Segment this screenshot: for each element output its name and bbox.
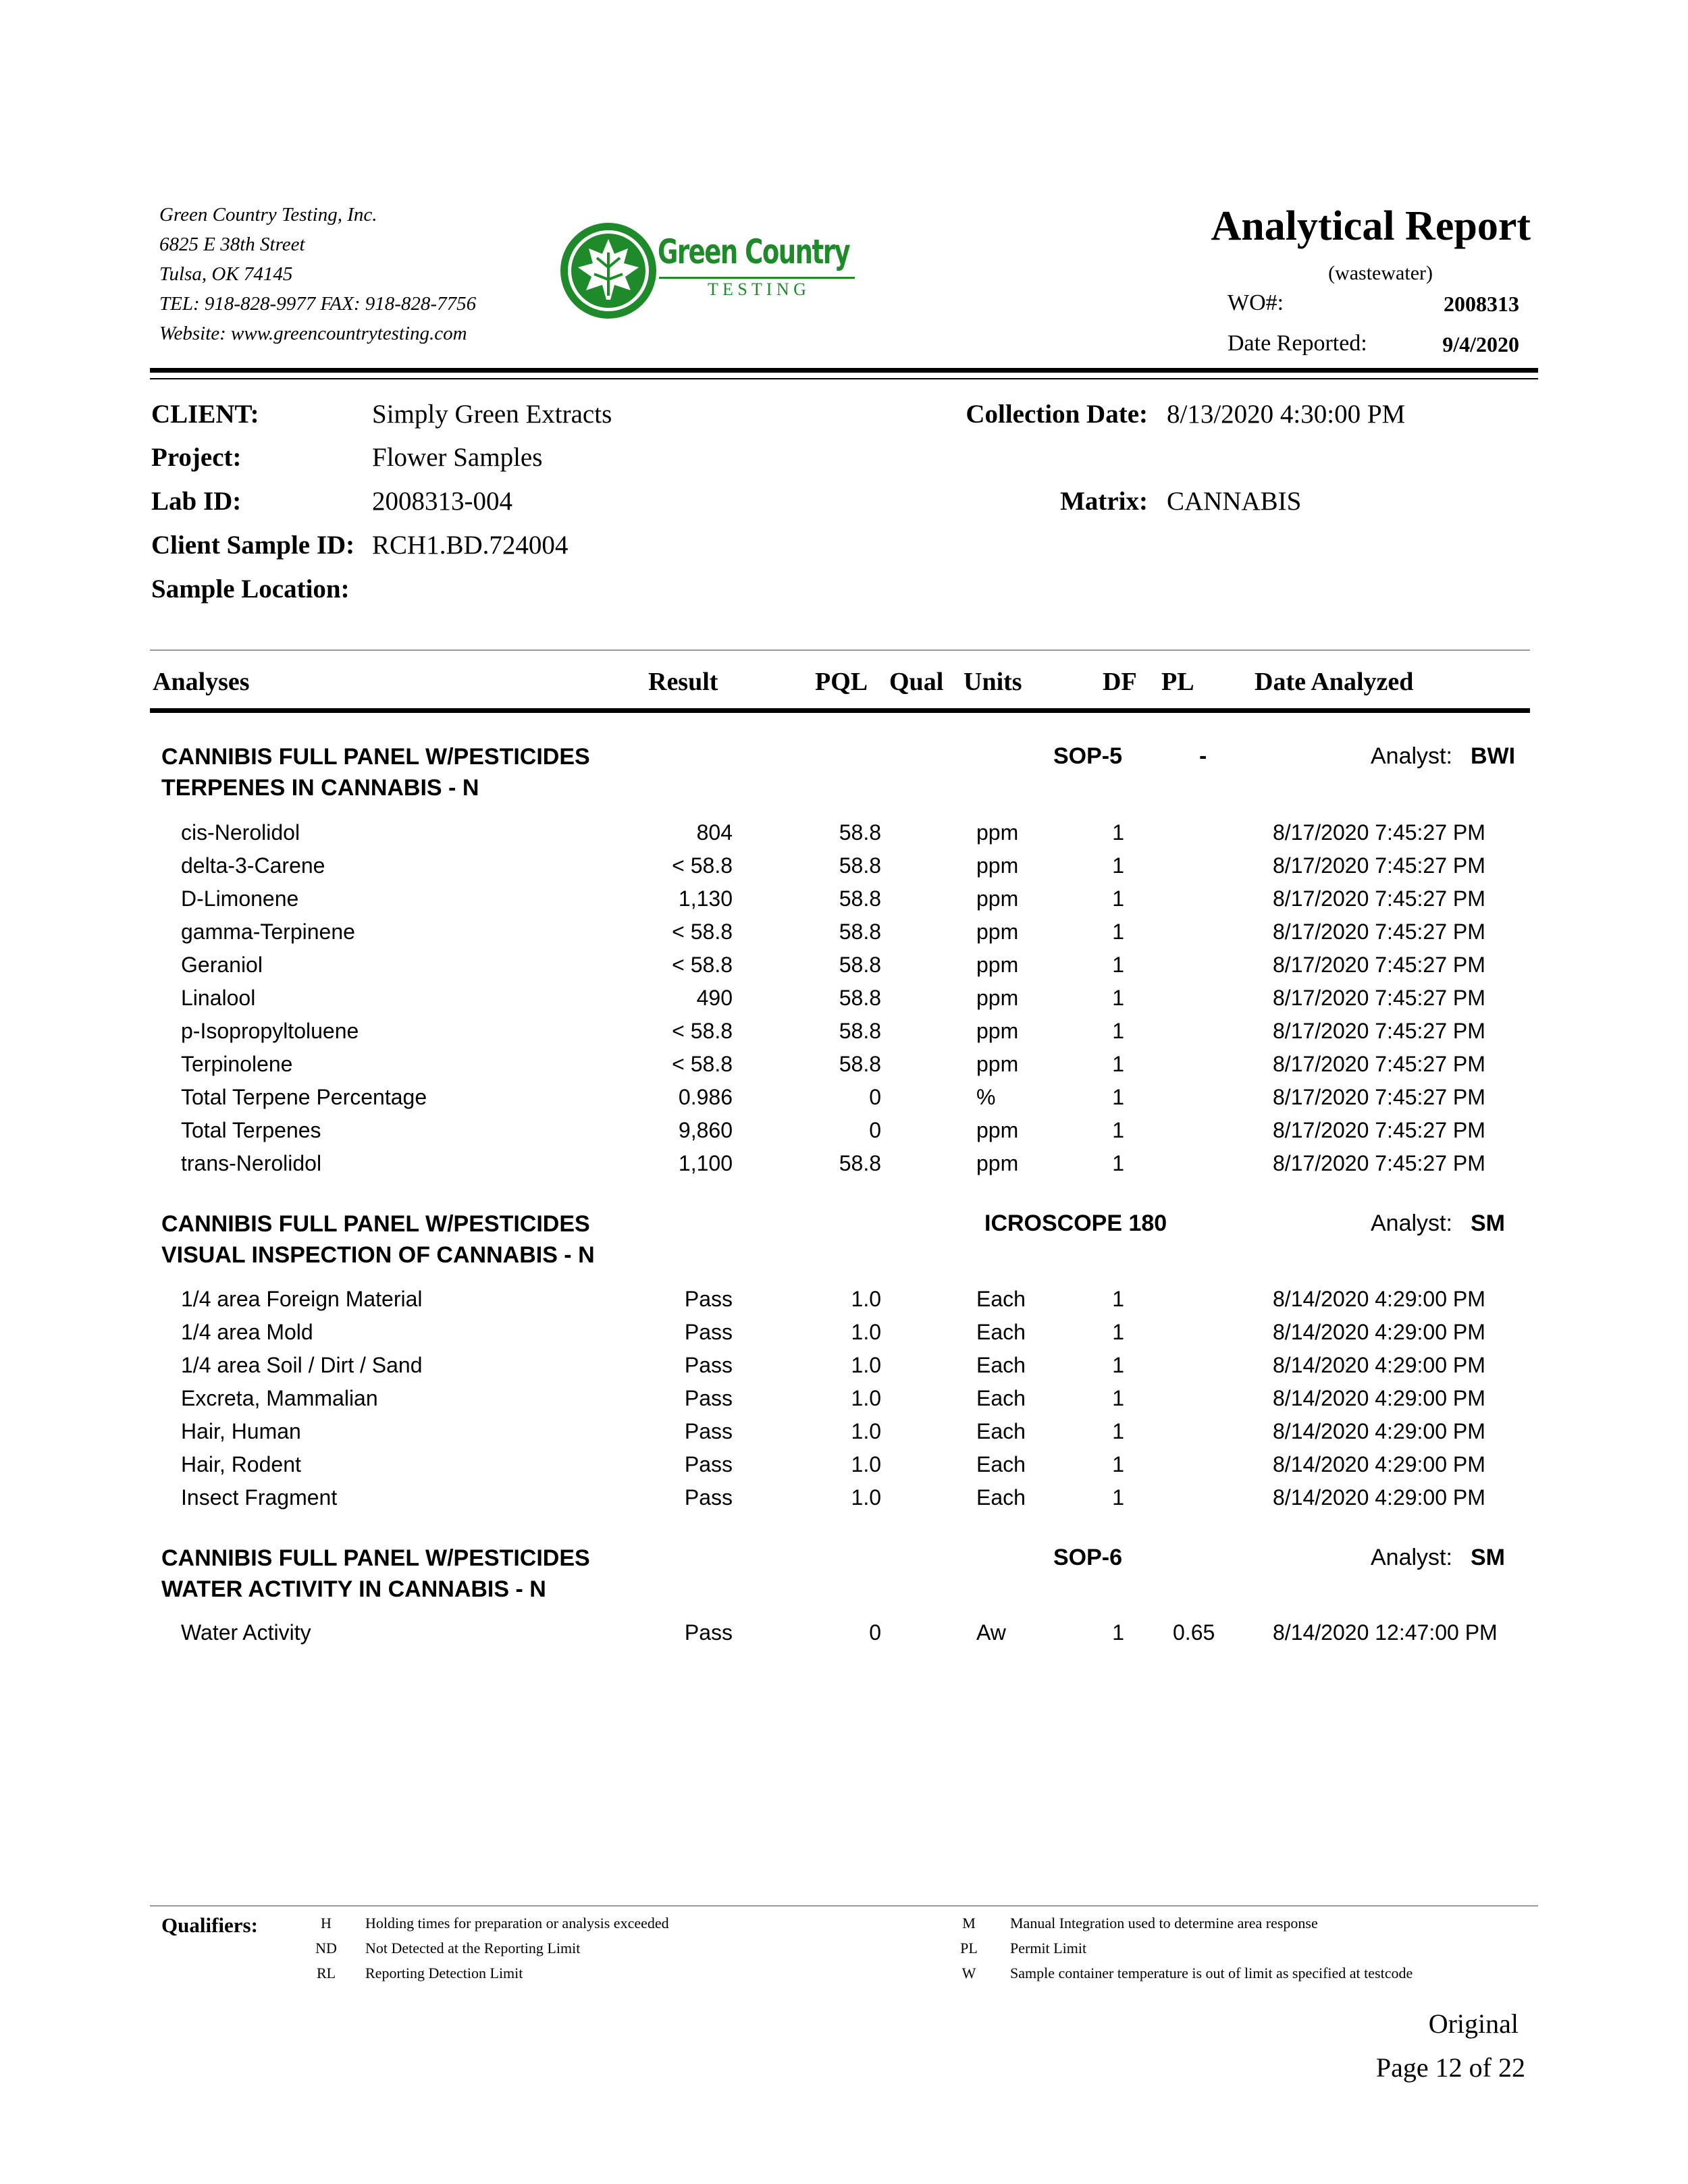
qualifier-desc: Permit Limit (1010, 1940, 1087, 1956)
analyte-name: Terpinolene (181, 1052, 293, 1076)
pql-value: 1.0 (851, 1452, 881, 1476)
pql-value: 0 (869, 1118, 881, 1142)
qualifier-desc: Holding times for preparation or analysis exceeded (365, 1915, 669, 1932)
report-subtitle: (wastewater) (1328, 262, 1433, 284)
analyte-name: Water Activity (181, 1620, 311, 1645)
units-value: ppm (976, 886, 1019, 911)
col-units: Units (964, 668, 1022, 696)
table-row (0, 920, 1688, 953)
df-value: 1 (1112, 1287, 1124, 1311)
matrix-value: CANNABIS (1167, 487, 1302, 516)
analyte-name: p-Isopropyltoluene (181, 1019, 359, 1043)
df-value: 1 (1112, 1085, 1124, 1109)
df-value: 1 (1112, 886, 1124, 911)
logo-text: Green Country (658, 232, 850, 271)
analyte-name: gamma-Terpinene (181, 920, 355, 944)
pql-value: 58.8 (839, 853, 881, 878)
analyte-name: trans-Nerolidol (181, 1151, 322, 1175)
df-value: 1 (1112, 1320, 1124, 1344)
result-value: Pass (684, 1386, 733, 1410)
date-analyzed-value: 8/17/2020 7:45:27 PM (1273, 953, 1485, 977)
collection-date-value: 8/13/2020 4:30:00 PM (1167, 400, 1406, 429)
date-analyzed-value: 8/17/2020 7:45:27 PM (1273, 1151, 1485, 1175)
pql-value: 58.8 (839, 1019, 881, 1043)
pql-value: 1.0 (851, 1320, 881, 1344)
date-analyzed-value: 8/17/2020 7:45:27 PM (1273, 886, 1485, 911)
units-value: ppm (976, 953, 1019, 977)
section-title-line2: VISUAL INSPECTION OF CANNABIS - N (161, 1242, 595, 1268)
section-title-line1: CANNIBIS FULL PANEL W/PESTICIDES (161, 1545, 590, 1571)
units-value: Each (976, 1419, 1026, 1443)
collection-date-label: Collection Date: (966, 400, 1148, 429)
date-analyzed-value: 8/17/2020 7:45:27 PM (1273, 1052, 1485, 1076)
pql-value: 1.0 (851, 1287, 881, 1311)
result-value: Pass (684, 1353, 733, 1377)
pql-value: 58.8 (839, 1151, 881, 1175)
matrix-label: Matrix: (1060, 487, 1148, 516)
table-row (0, 1620, 1688, 1653)
df-value: 1 (1112, 1485, 1124, 1510)
result-value: Pass (684, 1419, 733, 1443)
table-row (0, 1485, 1688, 1518)
qualifier-desc: Reporting Detection Limit (365, 1965, 523, 1981)
logo-subtext: T E S T I N G (708, 279, 806, 299)
result-value: 1,100 (678, 1151, 733, 1175)
analyst-label: Analyst: (1371, 743, 1452, 769)
table-row (0, 853, 1688, 886)
lab-phone-fax: TEL: 918-828-9977 FAX: 918-828-7756 (159, 293, 477, 315)
section-title (161, 741, 590, 803)
df-value: 1 (1112, 853, 1124, 878)
qualifier-code: W (961, 1965, 976, 1981)
table-row (0, 1419, 1688, 1452)
table-row (0, 1019, 1688, 1052)
client-value: Simply Green Extracts (372, 400, 612, 429)
table-row (0, 1151, 1688, 1184)
analyte-name: 1/4 area Mold (181, 1320, 313, 1344)
date-analyzed-value: 8/14/2020 4:29:00 PM (1273, 1287, 1485, 1311)
units-value: ppm (976, 920, 1019, 944)
units-value: Each (976, 1320, 1026, 1344)
table-row (0, 886, 1688, 920)
table-top-rule (150, 649, 1530, 651)
section-method: SOP-5 (1053, 743, 1123, 769)
qualifier-code: PL (960, 1940, 978, 1956)
result-value: < 58.8 (672, 920, 733, 944)
date-analyzed-value: 8/17/2020 7:45:27 PM (1273, 1019, 1485, 1043)
analyst-value: SM (1471, 1545, 1505, 1570)
result-value: Pass (684, 1287, 733, 1311)
col-pl: PL (1161, 668, 1194, 696)
units-value: % (976, 1085, 996, 1109)
table-row (0, 820, 1688, 853)
table-row (0, 1320, 1688, 1353)
result-value: < 58.8 (672, 1019, 733, 1043)
analyte-name: delta-3-Carene (181, 853, 325, 878)
qualifier-desc: Sample container temperature is out of limit as specified at testcode (1010, 1965, 1413, 1981)
result-value: 0.986 (678, 1085, 733, 1109)
analyte-name: Hair, Human (181, 1419, 301, 1443)
df-value: 1 (1112, 1452, 1124, 1476)
qualifier-code: RL (316, 1965, 336, 1981)
analyst-label: Analyst: (1371, 1210, 1452, 1236)
result-value: 490 (696, 986, 733, 1010)
analyte-name: Excreta, Mammalian (181, 1386, 378, 1410)
units-value: ppm (976, 986, 1019, 1010)
lab-address (159, 200, 476, 348)
date-analyzed-value: 8/14/2020 4:29:00 PM (1273, 1419, 1485, 1443)
date-analyzed-value: 8/17/2020 7:45:27 PM (1273, 986, 1485, 1010)
analyte-name: Linalool (181, 986, 256, 1010)
date-analyzed-value: 8/14/2020 4:29:00 PM (1273, 1320, 1485, 1344)
table-row (0, 1287, 1688, 1320)
units-value: Each (976, 1386, 1026, 1410)
section-title-line2: TERPENES IN CANNABIS - N (161, 775, 479, 801)
units-value: Each (976, 1353, 1026, 1377)
units-value: Each (976, 1485, 1026, 1510)
result-value: < 58.8 (672, 953, 733, 977)
analyte-name: Insect Fragment (181, 1485, 338, 1510)
df-value: 1 (1112, 953, 1124, 977)
analyst-value: BWI (1471, 743, 1516, 769)
lab-logo (558, 220, 862, 321)
pql-value: 58.8 (839, 1052, 881, 1076)
section-title-line2: WATER ACTIVITY IN CANNABIS - N (161, 1576, 546, 1602)
analyte-name: cis-Nerolidol (181, 820, 300, 845)
project-value: Flower Samples (372, 443, 543, 472)
result-value: 804 (696, 820, 733, 845)
report-title: Analytical Report (1211, 203, 1531, 249)
col-result: Result (648, 668, 718, 696)
analyte-name: Hair, Rodent (181, 1452, 301, 1476)
qualifier-desc: Not Detected at the Reporting Limit (365, 1940, 581, 1956)
wo-label: WO#: (1228, 290, 1284, 315)
section-title (161, 1208, 595, 1271)
units-value: Each (976, 1287, 1026, 1311)
qualifiers-rule (150, 1905, 1538, 1907)
pql-value: 58.8 (839, 953, 881, 977)
df-value: 1 (1112, 920, 1124, 944)
result-value: 1,130 (678, 886, 733, 911)
pql-value: 0 (869, 1085, 881, 1109)
units-value: ppm (976, 1151, 1019, 1175)
col-df: DF (1103, 668, 1137, 696)
client-sample-id-label: Client Sample ID: (151, 531, 355, 560)
project-label: Project: (151, 443, 242, 472)
lab-city: Tulsa, OK 74145 (159, 263, 293, 285)
df-value: 1 (1112, 1620, 1124, 1645)
df-value: 1 (1112, 1151, 1124, 1175)
section-title-line1: CANNIBIS FULL PANEL W/PESTICIDES (161, 744, 590, 770)
table-header-rule (150, 708, 1530, 713)
lab-street: 6825 E 38th Street (159, 234, 305, 255)
df-value: 1 (1112, 1386, 1124, 1410)
result-value: < 58.8 (672, 853, 733, 878)
header-rule-thick (150, 368, 1538, 373)
sample-location-label: Sample Location: (151, 575, 350, 604)
result-value: Pass (684, 1485, 733, 1510)
pql-value: 0 (869, 1620, 881, 1645)
df-value: 1 (1112, 1019, 1124, 1043)
df-value: 1 (1112, 986, 1124, 1010)
wo-value: 2008313 (1444, 292, 1519, 316)
df-value: 1 (1112, 820, 1124, 845)
table-row (0, 1452, 1688, 1485)
result-value: Pass (684, 1620, 733, 1645)
pql-value: 1.0 (851, 1353, 881, 1377)
pql-value: 58.8 (839, 820, 881, 845)
qualifier-code: H (321, 1915, 332, 1932)
df-value: 1 (1112, 1419, 1124, 1443)
date-analyzed-value: 8/14/2020 4:29:00 PM (1273, 1386, 1485, 1410)
section-dash: - (1199, 743, 1207, 769)
units-value: Each (976, 1452, 1026, 1476)
client-label: CLIENT: (151, 400, 259, 429)
table-row (0, 1118, 1688, 1151)
date-analyzed-value: 8/14/2020 4:29:00 PM (1273, 1452, 1485, 1476)
leaf-logo-icon (558, 220, 659, 321)
date-analyzed-value: 8/17/2020 7:45:27 PM (1273, 1118, 1485, 1142)
lab-id-value: 2008313-004 (372, 487, 512, 516)
analyte-name: Total Terpene Percentage (181, 1085, 427, 1109)
lab-name: Green Country Testing, Inc. (159, 204, 377, 225)
df-value: 1 (1112, 1353, 1124, 1377)
analyte-name: D-Limonene (181, 886, 299, 911)
analyst-value: SM (1471, 1210, 1505, 1236)
date-analyzed-value: 8/17/2020 7:45:27 PM (1273, 853, 1485, 878)
qualifier-desc: Manual Integration used to determine area response (1010, 1915, 1318, 1932)
date-analyzed-value: 8/14/2020 4:29:00 PM (1273, 1485, 1485, 1510)
analyte-name: 1/4 area Soil / Dirt / Sand (181, 1353, 423, 1377)
pl-value: 0.65 (1173, 1620, 1215, 1645)
pql-value: 58.8 (839, 986, 881, 1010)
report-status: Original (1428, 2008, 1519, 2039)
qualifier-code: M (962, 1915, 976, 1932)
header-rule-thin (150, 378, 1538, 379)
df-value: 1 (1112, 1118, 1124, 1142)
col-qual: Qual (889, 668, 944, 696)
analyte-name: 1/4 area Foreign Material (181, 1287, 423, 1311)
date-reported-label: Date Reported: (1228, 331, 1367, 356)
lab-id-label: Lab ID: (151, 487, 242, 516)
section-method: ICROSCOPE 180 (984, 1210, 1167, 1236)
table-row (0, 1353, 1688, 1386)
pql-value: 1.0 (851, 1485, 881, 1510)
df-value: 1 (1112, 1052, 1124, 1076)
section-title-line1: CANNIBIS FULL PANEL W/PESTICIDES (161, 1211, 590, 1237)
result-value: Pass (684, 1452, 733, 1476)
analyst-label: Analyst: (1371, 1545, 1452, 1570)
qualifier-code: ND (315, 1940, 337, 1956)
col-date-analyzed: Date Analyzed (1255, 668, 1414, 696)
result-value: 9,860 (678, 1118, 733, 1142)
analyte-name: Total Terpenes (181, 1118, 321, 1142)
units-value: ppm (976, 1052, 1019, 1076)
result-value: < 58.8 (672, 1052, 733, 1076)
units-value: ppm (976, 1019, 1019, 1043)
section-title (161, 1543, 590, 1605)
page-number: Page 12 of 22 (1375, 2052, 1525, 2083)
lab-website: Website: www.greencountrytesting.com (159, 323, 467, 344)
logo-rule (659, 277, 855, 279)
units-value: ppm (976, 853, 1019, 878)
analyte-name: Geraniol (181, 953, 263, 977)
table-row (0, 1052, 1688, 1085)
client-sample-id-value: RCH1.BD.724004 (372, 531, 569, 560)
date-analyzed-value: 8/17/2020 7:45:27 PM (1273, 820, 1485, 845)
table-row (0, 953, 1688, 986)
date-reported-value: 9/4/2020 (1442, 332, 1519, 356)
pql-value: 58.8 (839, 920, 881, 944)
pql-value: 1.0 (851, 1386, 881, 1410)
col-analyses: Analyses (153, 668, 250, 696)
section-method: SOP-6 (1053, 1545, 1123, 1570)
table-row (0, 1085, 1688, 1118)
date-analyzed-value: 8/17/2020 7:45:27 PM (1273, 920, 1485, 944)
table-row (0, 986, 1688, 1019)
units-value: ppm (976, 820, 1019, 845)
date-analyzed-value: 8/14/2020 12:47:00 PM (1273, 1620, 1498, 1645)
qualifiers-label: Qualifiers: (161, 1913, 258, 1937)
col-pql: PQL (815, 668, 868, 696)
date-analyzed-value: 8/14/2020 4:29:00 PM (1273, 1353, 1485, 1377)
units-value: Aw (976, 1620, 1006, 1645)
date-analyzed-value: 8/17/2020 7:45:27 PM (1273, 1085, 1485, 1109)
pql-value: 1.0 (851, 1419, 881, 1443)
pql-value: 58.8 (839, 886, 881, 911)
result-value: Pass (684, 1320, 733, 1344)
units-value: ppm (976, 1118, 1019, 1142)
table-row (0, 1386, 1688, 1419)
